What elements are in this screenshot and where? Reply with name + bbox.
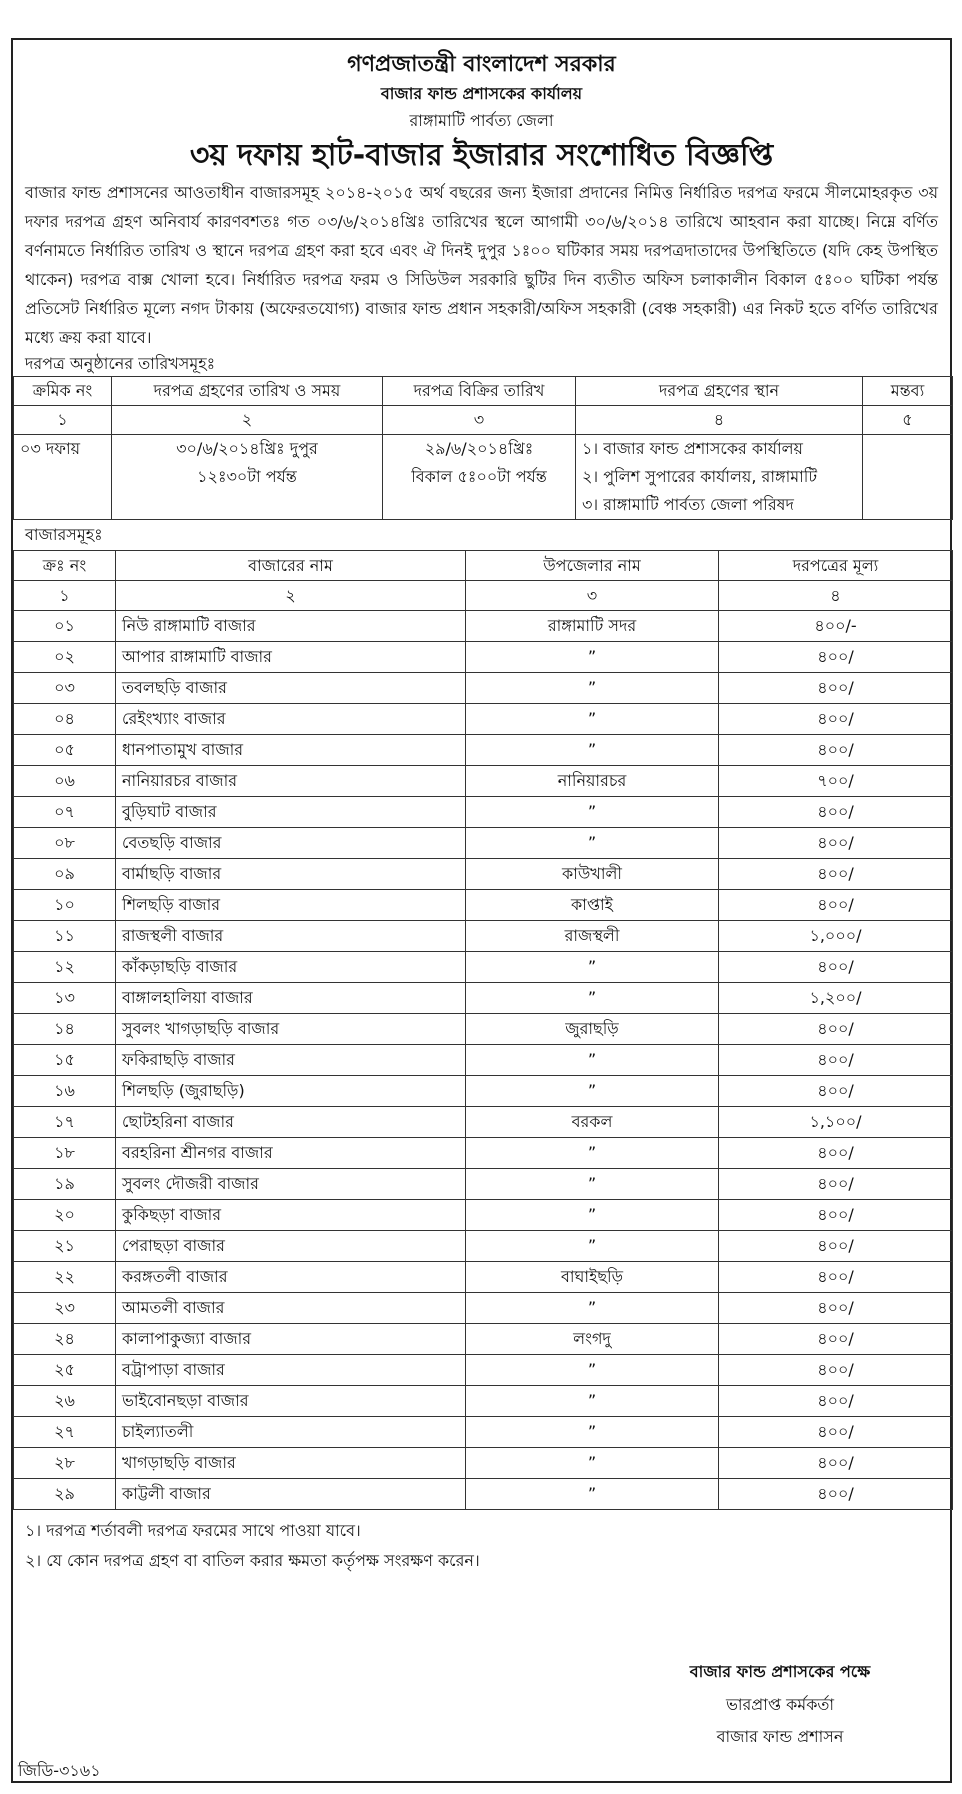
market-price: ৪০০/ (719, 1417, 953, 1448)
market-name: সুবলং দৌজরী বাজার (116, 1169, 466, 1200)
market-price: ৪০০/ (719, 1324, 953, 1355)
receive-date: ৩০/৬/২০১৪খ্রিঃ দুপুর (176, 439, 318, 458)
market-price: ১,১০০/ (719, 1107, 953, 1138)
market-price: ৪০০/ (719, 797, 953, 828)
market-name: ছোটহরিনা বাজার (116, 1107, 466, 1138)
schedule-row (14, 435, 953, 520)
schedule-header-row (14, 377, 953, 406)
market-no: ২২ (14, 1262, 116, 1293)
market-row (14, 1262, 953, 1293)
market-upazila: ” (466, 1448, 719, 1479)
market-upazila: ” (466, 952, 719, 983)
place-3: ৩। রাঙ্গামাটি পার্বত্য জেলা পরিষদ (582, 495, 794, 514)
market-name: বাঙ্গালহালিয়া বাজার (116, 983, 466, 1014)
markets-label: বাজারসমূহঃ (25, 525, 103, 544)
market-row (14, 859, 953, 890)
market-price: ৪০০/ (719, 859, 953, 890)
market-name: ফকিরাছড়ি বাজার (116, 1045, 466, 1076)
market-price: ৪০০/ (719, 1448, 953, 1479)
place-1: ১। বাজার ফান্ড প্রশাসকের কার্যালয় (582, 439, 803, 458)
market-upazila: ” (466, 1200, 719, 1231)
market-price: ৪০০/ (719, 1076, 953, 1107)
market-no: ২৩ (14, 1293, 116, 1324)
market-no: ১১ (14, 921, 116, 952)
market-no: ২৭ (14, 1417, 116, 1448)
market-no: ২৯ (14, 1479, 116, 1510)
receive-time: ১২ঃ৩০টা পর্যন্ত (197, 467, 297, 486)
market-upazila: ” (466, 673, 719, 704)
market-upazila: ” (466, 1417, 719, 1448)
market-price: ১,২০০/ (719, 983, 953, 1014)
market-upazila: ” (466, 1045, 719, 1076)
market-no: ০২ (14, 642, 116, 673)
markets-header: উপজেলার নাম (466, 551, 719, 581)
market-row (14, 1386, 953, 1417)
market-row (14, 1169, 953, 1200)
market-price: ৪০০/ (719, 1479, 953, 1510)
schedule-label: দরপত্র অনুষ্ঠানের তারিখসমূহঃ (25, 354, 216, 373)
receive-places (576, 435, 863, 520)
market-name: বেতছড়ি বাজার (116, 828, 466, 859)
market-row (14, 1014, 953, 1045)
market-name: কুকিছড়া বাজার (116, 1200, 466, 1231)
market-row (14, 828, 953, 859)
market-no: ২১ (14, 1231, 116, 1262)
market-upazila: ” (466, 642, 719, 673)
market-upazila: বাঘাইছড়ি (466, 1262, 719, 1293)
market-upazila: নানিয়ারচর (466, 766, 719, 797)
market-name: নানিয়ারচর বাজার (116, 766, 466, 797)
market-no: ১৭ (14, 1107, 116, 1138)
markets-number-row (14, 581, 953, 611)
markets-header-row (14, 551, 953, 581)
market-price: ৪০০/ (719, 1355, 953, 1386)
market-name: করঙ্গতলী বাজার (116, 1262, 466, 1293)
market-no: ১৯ (14, 1169, 116, 1200)
market-row (14, 1076, 953, 1107)
market-upazila: রাজস্থলী (466, 921, 719, 952)
market-row (14, 704, 953, 735)
market-no: ০৯ (14, 859, 116, 890)
market-row (14, 1324, 953, 1355)
gov-name: গণপ্রজাতন্ত্রী বাংলাদেশ সরকার (347, 52, 616, 77)
market-name: সুবলং খাগড়াছড়ি বাজার (116, 1014, 466, 1045)
notice-body: বাজার ফান্ড প্রশাসনের আওতাধীন বাজারসমূহ ২০১৪-২০১৫ অর্থ বছরের জন্য ইজারা প্রদানের নিমিত্ত নির্ধারিত দরপত্র ফরমে সীলমোহরকৃত ৩য় দফার দরপত্র গ্রহণ অনিবার্য কারণবশতঃ গত ০৩/৬/২০১৪খ্রিঃ তারিখের স্থলে আগামী ৩০/৬/২০১৪ তারিখে আহবান করা যাচ্ছে। নিম্নে বর্ণিত বর্ণনামতে নির্ধারিত তারিখ ও স্থানে দরপত্র গ্রহণ করা হবে এবং ঐ দিনই দুপুর ১ঃ০০ ঘটিকার সময় দরপত্রদাতাদের উপস্থিতিতে (যদি কেহ উপস্থিত থাকেন) দরপত্র বাক্স খোলা হবে। নির্ধারিত দরপত্র ফরম ও সিডিউল সরকারি ছুটির দিন ব্যতীত অফিস চলাকালীন বিকাল ৫ঃ০০ ঘটিকা পর্যন্ত প্রতিসেট নির্ধারিত মূল্যে নগদ টাকায় (অফেরতযোগ্য) বাজার ফান্ড প্রধান সহকারী/অফিস সহকারী (বেঞ্চ সহকারী) এর নিকট হতে বর্ণিত তারিখের মধ্যে ক্রয় করা যাবে। (25, 183, 938, 347)
market-upazila: ” (466, 1479, 719, 1510)
market-upazila: ” (466, 828, 719, 859)
col-number: ৫ (863, 406, 953, 435)
market-name: শিলছড়ি (জুরাছড়ি) (116, 1076, 466, 1107)
sale-datetime (383, 435, 576, 520)
market-upazila: ” (466, 983, 719, 1014)
market-name: কাট্টলী বাজার (116, 1479, 466, 1510)
market-upazila: ” (466, 1386, 719, 1417)
market-row (14, 797, 953, 828)
market-price: ৪০০/ (719, 1386, 953, 1417)
market-upazila: ” (466, 735, 719, 766)
market-row (14, 1293, 953, 1324)
market-name: বার্মাছড়ি বাজার (116, 859, 466, 890)
market-name: আমতলী বাজার (116, 1293, 466, 1324)
market-name: রেইংখ্যাং বাজার (116, 704, 466, 735)
market-row (14, 1479, 953, 1510)
market-name: পেরাছড়া বাজার (116, 1231, 466, 1262)
schedule-header: ক্রমিক নং (14, 377, 112, 406)
market-no: ১৩ (14, 983, 116, 1014)
schedule-header: দরপত্র বিক্রির তারিখ (383, 377, 576, 406)
markets-header: দরপত্রের মূল্য (719, 551, 953, 581)
market-name: আপার রাঙ্গামাটি বাজার (116, 642, 466, 673)
market-upazila: কাউখালী (466, 859, 719, 890)
receive-datetime (112, 435, 383, 520)
signature-on-behalf: বাজার ফান্ড প্রশাসকের পক্ষে (689, 1662, 871, 1681)
schedule-table (13, 376, 953, 520)
col-number: ৪ (576, 406, 863, 435)
market-name: কাঁকড়াছড়ি বাজার (116, 952, 466, 983)
market-price: ৪০০/ (719, 1293, 953, 1324)
market-no: ০৭ (14, 797, 116, 828)
market-name: তবলছড়ি বাজার (116, 673, 466, 704)
market-row (14, 1355, 953, 1386)
market-no: ০১ (14, 611, 116, 642)
market-row (14, 1200, 953, 1231)
market-price: ৪০০/ (719, 890, 953, 921)
market-row (14, 1107, 953, 1138)
market-no: ১৮ (14, 1138, 116, 1169)
market-price: ৪০০/ (719, 673, 953, 704)
market-name: শিলছড়ি বাজার (116, 890, 466, 921)
market-name: নিউ রাঙ্গামাটি বাজার (116, 611, 466, 642)
market-no: ১৪ (14, 1014, 116, 1045)
market-row (14, 921, 953, 952)
market-price: ৭০০/ (719, 766, 953, 797)
markets-header: বাজারের নাম (116, 551, 466, 581)
market-no: ২০ (14, 1200, 116, 1231)
markets-body (14, 611, 953, 1510)
market-price: ৪০০/ (719, 952, 953, 983)
market-price: ৪০০/ (719, 1045, 953, 1076)
market-row (14, 1448, 953, 1479)
market-price: ৪০০/- (719, 611, 953, 642)
market-name: ধানপাতামুখ বাজার (116, 735, 466, 766)
sale-time: বিকাল ৫ঃ০০টা পর্যন্ত (411, 467, 547, 486)
market-no: ০৮ (14, 828, 116, 859)
schedule-header: মন্তব্য (863, 377, 953, 406)
market-row (14, 1138, 953, 1169)
note-item: ২। যে কোন দরপত্র গ্রহণ বা বাতিল করার ক্ষমতা কর্তৃপক্ষ সংরক্ষণ করেন। (25, 1551, 480, 1570)
market-row (14, 983, 953, 1014)
market-price: ৪০০/ (719, 1231, 953, 1262)
notes (13, 1510, 950, 1576)
notice-page (11, 38, 952, 1783)
market-name: বুড়িঘাট বাজার (116, 797, 466, 828)
market-name: চাইল্যাতলী (116, 1417, 466, 1448)
market-row (14, 611, 953, 642)
note-item: ১। দরপত্র শর্তাবলী দরপত্র ফরমের সাথে পাওয়া যাবে। (25, 1521, 361, 1540)
col-number: ২ (116, 581, 466, 611)
market-row (14, 642, 953, 673)
col-number: ১ (14, 406, 112, 435)
market-name: কালাপাকুজ্যা বাজার (116, 1324, 466, 1355)
office-name: বাজার ফান্ড প্রশাসকের কার্যালয় (380, 84, 583, 103)
market-no: ১২ (14, 952, 116, 983)
col-number: ১ (14, 581, 116, 611)
market-price: ৪০০/ (719, 1014, 953, 1045)
market-upazila: রাঙ্গামাটি সদর (466, 611, 719, 642)
market-upazila: ” (466, 1355, 719, 1386)
markets-header: ক্রঃ নং (14, 551, 116, 581)
market-row (14, 673, 953, 704)
market-price: ৪০০/ (719, 704, 953, 735)
market-no: ০৬ (14, 766, 116, 797)
col-number: ৩ (383, 406, 576, 435)
market-row (14, 952, 953, 983)
market-row (14, 1231, 953, 1262)
notice-header (13, 50, 950, 178)
market-price: ১,০০০/ (719, 921, 953, 952)
market-name: ভাইবোনছড়া বাজার (116, 1386, 466, 1417)
signature-dept: বাজার ফান্ড প্রশাসন (716, 1727, 844, 1746)
market-upazila: ” (466, 797, 719, 828)
col-number: ২ (112, 406, 383, 435)
market-row (14, 890, 953, 921)
market-price: ৪০০/ (719, 828, 953, 859)
market-price: ৪০০/ (719, 1200, 953, 1231)
col-number: ৩ (466, 581, 719, 611)
market-name: খাগড়াছড়ি বাজার (116, 1448, 466, 1479)
schedule-serial: ০৩ দফায় (14, 435, 112, 520)
market-price: ৪০০/ (719, 1169, 953, 1200)
market-price: ৪০০/ (719, 735, 953, 766)
schedule-remark (863, 435, 953, 520)
schedule-header: দরপত্র গ্রহণের তারিখ ও সময় (112, 377, 383, 406)
market-row (14, 1045, 953, 1076)
col-number: ৪ (719, 581, 953, 611)
market-row (14, 766, 953, 797)
market-price: ৪০০/ (719, 642, 953, 673)
market-price: ৪০০/ (719, 1138, 953, 1169)
sale-date: ২৯/৬/২০১৪খ্রিঃ (424, 439, 534, 458)
market-upazila: ” (466, 704, 719, 735)
market-no: ১৫ (14, 1045, 116, 1076)
market-name: রাজস্থলী বাজার (116, 921, 466, 952)
market-no: ০৪ (14, 704, 116, 735)
market-name: বট্রাপাড়া বাজার (116, 1355, 466, 1386)
market-upazila: লংগদু (466, 1324, 719, 1355)
market-no: ১০ (14, 890, 116, 921)
market-upazila: কাপ্তাই (466, 890, 719, 921)
market-row (14, 735, 953, 766)
market-no: ০৩ (14, 673, 116, 704)
market-upazila: ” (466, 1231, 719, 1262)
market-no: ২৬ (14, 1386, 116, 1417)
schedule-number-row (14, 406, 953, 435)
market-no: ২৫ (14, 1355, 116, 1386)
market-upazila: ” (466, 1293, 719, 1324)
market-upazila: বরকল (466, 1107, 719, 1138)
place-2: ২। পুলিশ সুপারের কার্যালয়, রাঙ্গামাটি (582, 467, 818, 486)
markets-table (13, 550, 953, 1510)
gd-number: জিডি-৩১৬১ (18, 1761, 101, 1780)
market-price: ৪০০/ (719, 1262, 953, 1293)
schedule-header: দরপত্র গ্রহণের স্থান (576, 377, 863, 406)
notice-title: ৩য় দফায় হাট-বাজার ইজারার সংশোধিত বিজ্ঞপ্তি (189, 138, 774, 173)
signature-officer: ভারপ্রাপ্ত কর্মকর্তা (725, 1695, 835, 1714)
market-row (14, 1417, 953, 1448)
market-no: ২৪ (14, 1324, 116, 1355)
market-no: ১৬ (14, 1076, 116, 1107)
market-upazila: ” (466, 1169, 719, 1200)
market-name: বরহরিনা শ্রীনগর বাজার (116, 1138, 466, 1169)
signature-block (610, 1655, 950, 1753)
district-name: রাঙ্গামাটি পার্বত্য জেলা (409, 111, 554, 130)
market-upazila: ” (466, 1138, 719, 1169)
market-upazila: জুরাছড়ি (466, 1014, 719, 1045)
market-no: ০৫ (14, 735, 116, 766)
market-upazila: ” (466, 1076, 719, 1107)
market-no: ২৮ (14, 1448, 116, 1479)
